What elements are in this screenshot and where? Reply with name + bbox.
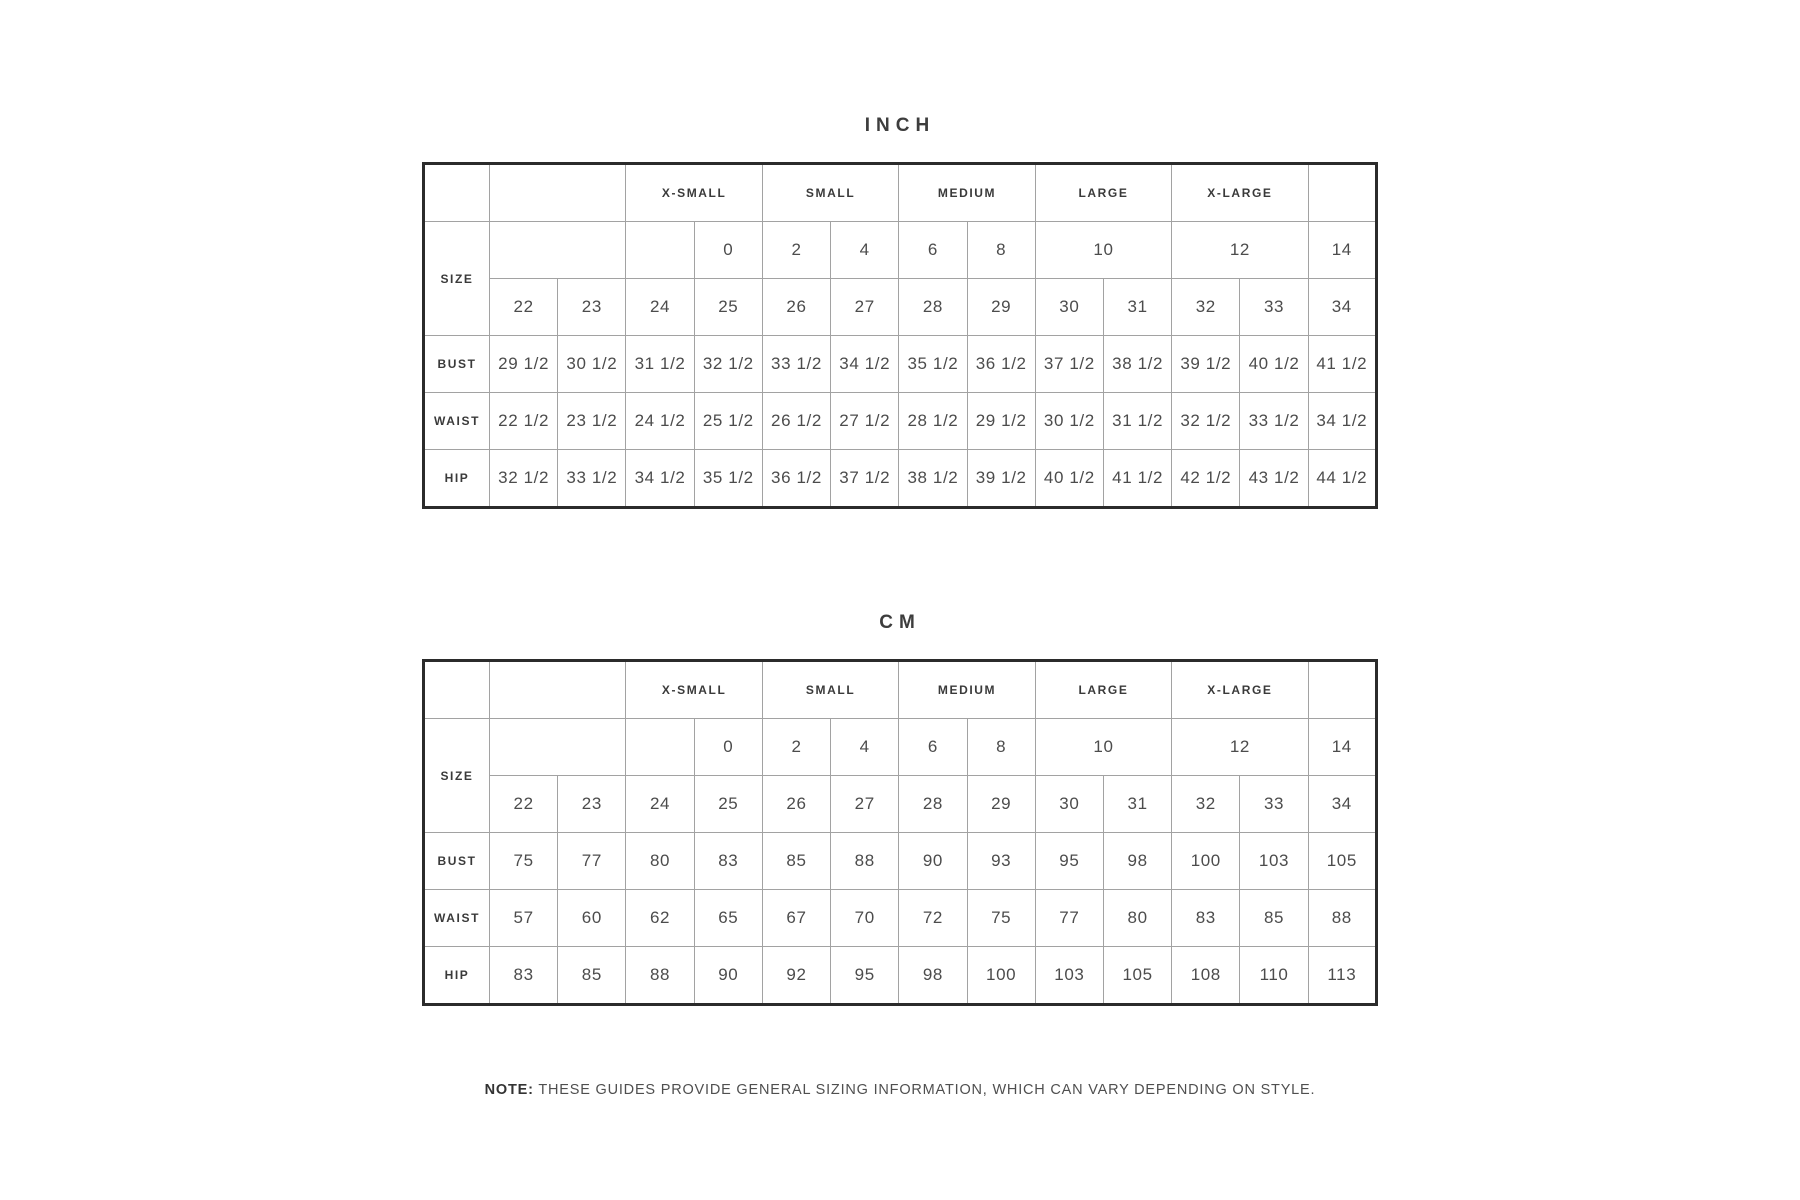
cm-numeric-size-cell: 4 [831, 719, 899, 776]
inch-bust-label: BUST [424, 336, 490, 393]
cm-bust-cell: 80 [626, 833, 694, 890]
cm-waist-cell: 88 [1308, 890, 1376, 947]
cm-size-cell: 31 [1103, 776, 1171, 833]
inch-size-cell: 30 [1035, 279, 1103, 336]
inch-size-cell: 23 [558, 279, 626, 336]
inch-waist-cell: 29 1/2 [967, 393, 1035, 450]
inch-group-xlarge: X-LARGE [1172, 164, 1308, 222]
inch-size-cell: 31 [1103, 279, 1171, 336]
inch-hip-cell: 43 1/2 [1240, 450, 1308, 508]
cm-size-cell: 32 [1172, 776, 1240, 833]
cm-waist-label: WAIST [424, 890, 490, 947]
inch-table-title: INCH [864, 115, 936, 136]
inch-hip-row [424, 450, 1377, 508]
inch-numeric-size-cell: 10 [1035, 222, 1171, 279]
inch-waist-cell: 22 1/2 [490, 393, 558, 450]
inch-bust-cell: 32 1/2 [694, 336, 762, 393]
cm-hip-cell: 90 [694, 947, 762, 1005]
cm-bust-cell: 95 [1035, 833, 1103, 890]
sizing-note-label: NOTE: [484, 1082, 534, 1098]
inch-hip-cell: 39 1/2 [967, 450, 1035, 508]
cm-hip-cell: 110 [1240, 947, 1308, 1005]
cm-numeric-size-row [424, 719, 1377, 776]
cm-numeric-size-cell [626, 719, 694, 776]
inch-size-cell: 28 [899, 279, 967, 336]
inch-numeric-size-cell: 14 [1308, 222, 1376, 279]
inch-group-blank-left [490, 164, 626, 222]
inch-hip-label: HIP [424, 450, 490, 508]
inch-waist-cell: 30 1/2 [1035, 393, 1103, 450]
cm-waist-cell: 75 [967, 890, 1035, 947]
cm-numeric-size-cell: 2 [762, 719, 830, 776]
inch-hip-cell: 32 1/2 [490, 450, 558, 508]
cm-waist-cell: 67 [762, 890, 830, 947]
inch-size-cell: 26 [762, 279, 830, 336]
cm-waist-cell: 65 [694, 890, 762, 947]
inch-hip-cell: 35 1/2 [694, 450, 762, 508]
cm-group-large: LARGE [1035, 661, 1171, 719]
inch-hip-cell: 40 1/2 [1035, 450, 1103, 508]
cm-hip-cell: 92 [762, 947, 830, 1005]
cm-size-cell: 22 [490, 776, 558, 833]
cm-numeric-size-cell: 14 [1308, 719, 1376, 776]
cm-numeric-size-cell: 12 [1172, 719, 1308, 776]
cm-waist-cell: 60 [558, 890, 626, 947]
inch-bust-cell: 35 1/2 [899, 336, 967, 393]
cm-hip-cell: 105 [1103, 947, 1171, 1005]
cm-size-cell: 26 [762, 776, 830, 833]
inch-hip-cell: 37 1/2 [831, 450, 899, 508]
cm-group-blank-left [490, 661, 626, 719]
inch-group-xsmall: X-SMALL [626, 164, 762, 222]
cm-group-blank-right [1308, 661, 1376, 719]
cm-hip-cell: 113 [1308, 947, 1376, 1005]
cm-size-cell: 30 [1035, 776, 1103, 833]
cm-bust-cell: 103 [1240, 833, 1308, 890]
inch-numeric-size-cell: 4 [831, 222, 899, 279]
cm-bust-cell: 88 [831, 833, 899, 890]
inch-bust-cell: 37 1/2 [1035, 336, 1103, 393]
inch-size-cell: 33 [1240, 279, 1308, 336]
inch-bust-cell: 39 1/2 [1172, 336, 1240, 393]
inch-size-cell: 34 [1308, 279, 1376, 336]
inch-size-cell: 25 [694, 279, 762, 336]
inch-numeric-size-cell: 8 [967, 222, 1035, 279]
cm-numeric-size-cell [490, 719, 626, 776]
cm-size-cell: 25 [694, 776, 762, 833]
cm-size-cell: 27 [831, 776, 899, 833]
cm-waist-row [424, 890, 1377, 947]
cm-bust-cell: 83 [694, 833, 762, 890]
cm-hip-cell: 83 [490, 947, 558, 1005]
cm-hip-label: HIP [424, 947, 490, 1005]
cm-size-row-label: SIZE [424, 719, 490, 833]
cm-size-row [424, 776, 1377, 833]
cm-size-cell: 33 [1240, 776, 1308, 833]
inch-numeric-size-row [424, 222, 1377, 279]
cm-bust-cell: 75 [490, 833, 558, 890]
cm-size-cell: 24 [626, 776, 694, 833]
cm-bust-cell: 93 [967, 833, 1035, 890]
inch-size-cell: 24 [626, 279, 694, 336]
inch-hip-cell: 36 1/2 [762, 450, 830, 508]
cm-waist-cell: 85 [1240, 890, 1308, 947]
cm-hip-cell: 108 [1172, 947, 1240, 1005]
inch-size-cell: 22 [490, 279, 558, 336]
inch-size-cell: 27 [831, 279, 899, 336]
inch-bust-cell: 30 1/2 [558, 336, 626, 393]
inch-group-small: SMALL [762, 164, 898, 222]
cm-size-cell: 34 [1308, 776, 1376, 833]
cm-waist-cell: 77 [1035, 890, 1103, 947]
cm-waist-cell: 83 [1172, 890, 1240, 947]
inch-bust-cell: 38 1/2 [1103, 336, 1171, 393]
cm-table-title: CM [879, 612, 921, 633]
inch-hip-cell: 41 1/2 [1103, 450, 1171, 508]
cm-numeric-size-cell: 8 [967, 719, 1035, 776]
inch-numeric-size-cell: 0 [694, 222, 762, 279]
cm-bust-row [424, 833, 1377, 890]
inch-group-medium: MEDIUM [899, 164, 1035, 222]
cm-numeric-size-cell: 6 [899, 719, 967, 776]
inch-hip-cell: 34 1/2 [626, 450, 694, 508]
cm-group-medium: MEDIUM [899, 661, 1035, 719]
inch-bust-cell: 29 1/2 [490, 336, 558, 393]
cm-group-xlarge: X-LARGE [1172, 661, 1308, 719]
cm-hip-cell: 98 [899, 947, 967, 1005]
inch-bust-cell: 31 1/2 [626, 336, 694, 393]
cm-size-cell: 29 [967, 776, 1035, 833]
inch-waist-label: WAIST [424, 393, 490, 450]
inch-waist-cell: 31 1/2 [1103, 393, 1171, 450]
inch-bust-row [424, 336, 1377, 393]
inch-hip-cell: 44 1/2 [1308, 450, 1376, 508]
cm-group-xsmall: X-SMALL [626, 661, 762, 719]
inch-waist-cell: 24 1/2 [626, 393, 694, 450]
cm-group-small: SMALL [762, 661, 898, 719]
inch-bust-cell: 34 1/2 [831, 336, 899, 393]
inch-hip-cell: 42 1/2 [1172, 450, 1240, 508]
inch-group-blank-right [1308, 164, 1376, 222]
inch-size-cell: 32 [1172, 279, 1240, 336]
cm-hip-cell: 100 [967, 947, 1035, 1005]
cm-hip-cell: 88 [626, 947, 694, 1005]
cm-bust-cell: 98 [1103, 833, 1171, 890]
cm-bust-label: BUST [424, 833, 490, 890]
sizing-note-text: THESE GUIDES PROVIDE GENERAL SIZING INFORMATION, WHICH CAN VARY DEPENDING ON STYLE. [533, 1082, 1316, 1098]
inch-bust-cell: 41 1/2 [1308, 336, 1376, 393]
inch-bust-cell: 36 1/2 [967, 336, 1035, 393]
inch-group-large: LARGE [1035, 164, 1171, 222]
inch-bust-cell: 40 1/2 [1240, 336, 1308, 393]
cm-group-header-row [424, 661, 1377, 719]
inch-waist-cell: 33 1/2 [1240, 393, 1308, 450]
cm-waist-cell: 57 [490, 890, 558, 947]
inch-waist-cell: 25 1/2 [694, 393, 762, 450]
inch-numeric-size-cell: 2 [762, 222, 830, 279]
cm-hip-row [424, 947, 1377, 1005]
cm-bust-cell: 90 [899, 833, 967, 890]
inch-waist-cell: 26 1/2 [762, 393, 830, 450]
cm-corner-cell [424, 661, 490, 719]
inch-waist-cell: 23 1/2 [558, 393, 626, 450]
cm-hip-cell: 85 [558, 947, 626, 1005]
inch-numeric-size-cell: 6 [899, 222, 967, 279]
cm-waist-cell: 72 [899, 890, 967, 947]
cm-hip-cell: 103 [1035, 947, 1103, 1005]
inch-corner-cell [424, 164, 490, 222]
cm-bust-cell: 105 [1308, 833, 1376, 890]
cm-bust-cell: 77 [558, 833, 626, 890]
cm-waist-cell: 80 [1103, 890, 1171, 947]
inch-size-table [422, 162, 1378, 509]
sizing-note [0, 1080, 1800, 1100]
inch-numeric-size-cell [626, 222, 694, 279]
inch-waist-cell: 32 1/2 [1172, 393, 1240, 450]
inch-numeric-size-cell [490, 222, 626, 279]
inch-numeric-size-cell: 12 [1172, 222, 1308, 279]
cm-numeric-size-cell: 0 [694, 719, 762, 776]
inch-waist-cell: 27 1/2 [831, 393, 899, 450]
cm-size-cell: 28 [899, 776, 967, 833]
cm-bust-cell: 100 [1172, 833, 1240, 890]
cm-size-table [422, 659, 1378, 1006]
cm-waist-cell: 62 [626, 890, 694, 947]
inch-waist-row [424, 393, 1377, 450]
cm-hip-cell: 95 [831, 947, 899, 1005]
inch-bust-cell: 33 1/2 [762, 336, 830, 393]
inch-waist-cell: 34 1/2 [1308, 393, 1376, 450]
inch-waist-cell: 28 1/2 [899, 393, 967, 450]
inch-group-header-row [424, 164, 1377, 222]
inch-size-row [424, 279, 1377, 336]
inch-size-row-label: SIZE [424, 222, 490, 336]
inch-size-cell: 29 [967, 279, 1035, 336]
cm-bust-cell: 85 [762, 833, 830, 890]
cm-size-cell: 23 [558, 776, 626, 833]
inch-hip-cell: 33 1/2 [558, 450, 626, 508]
cm-waist-cell: 70 [831, 890, 899, 947]
inch-hip-cell: 38 1/2 [899, 450, 967, 508]
cm-numeric-size-cell: 10 [1035, 719, 1171, 776]
